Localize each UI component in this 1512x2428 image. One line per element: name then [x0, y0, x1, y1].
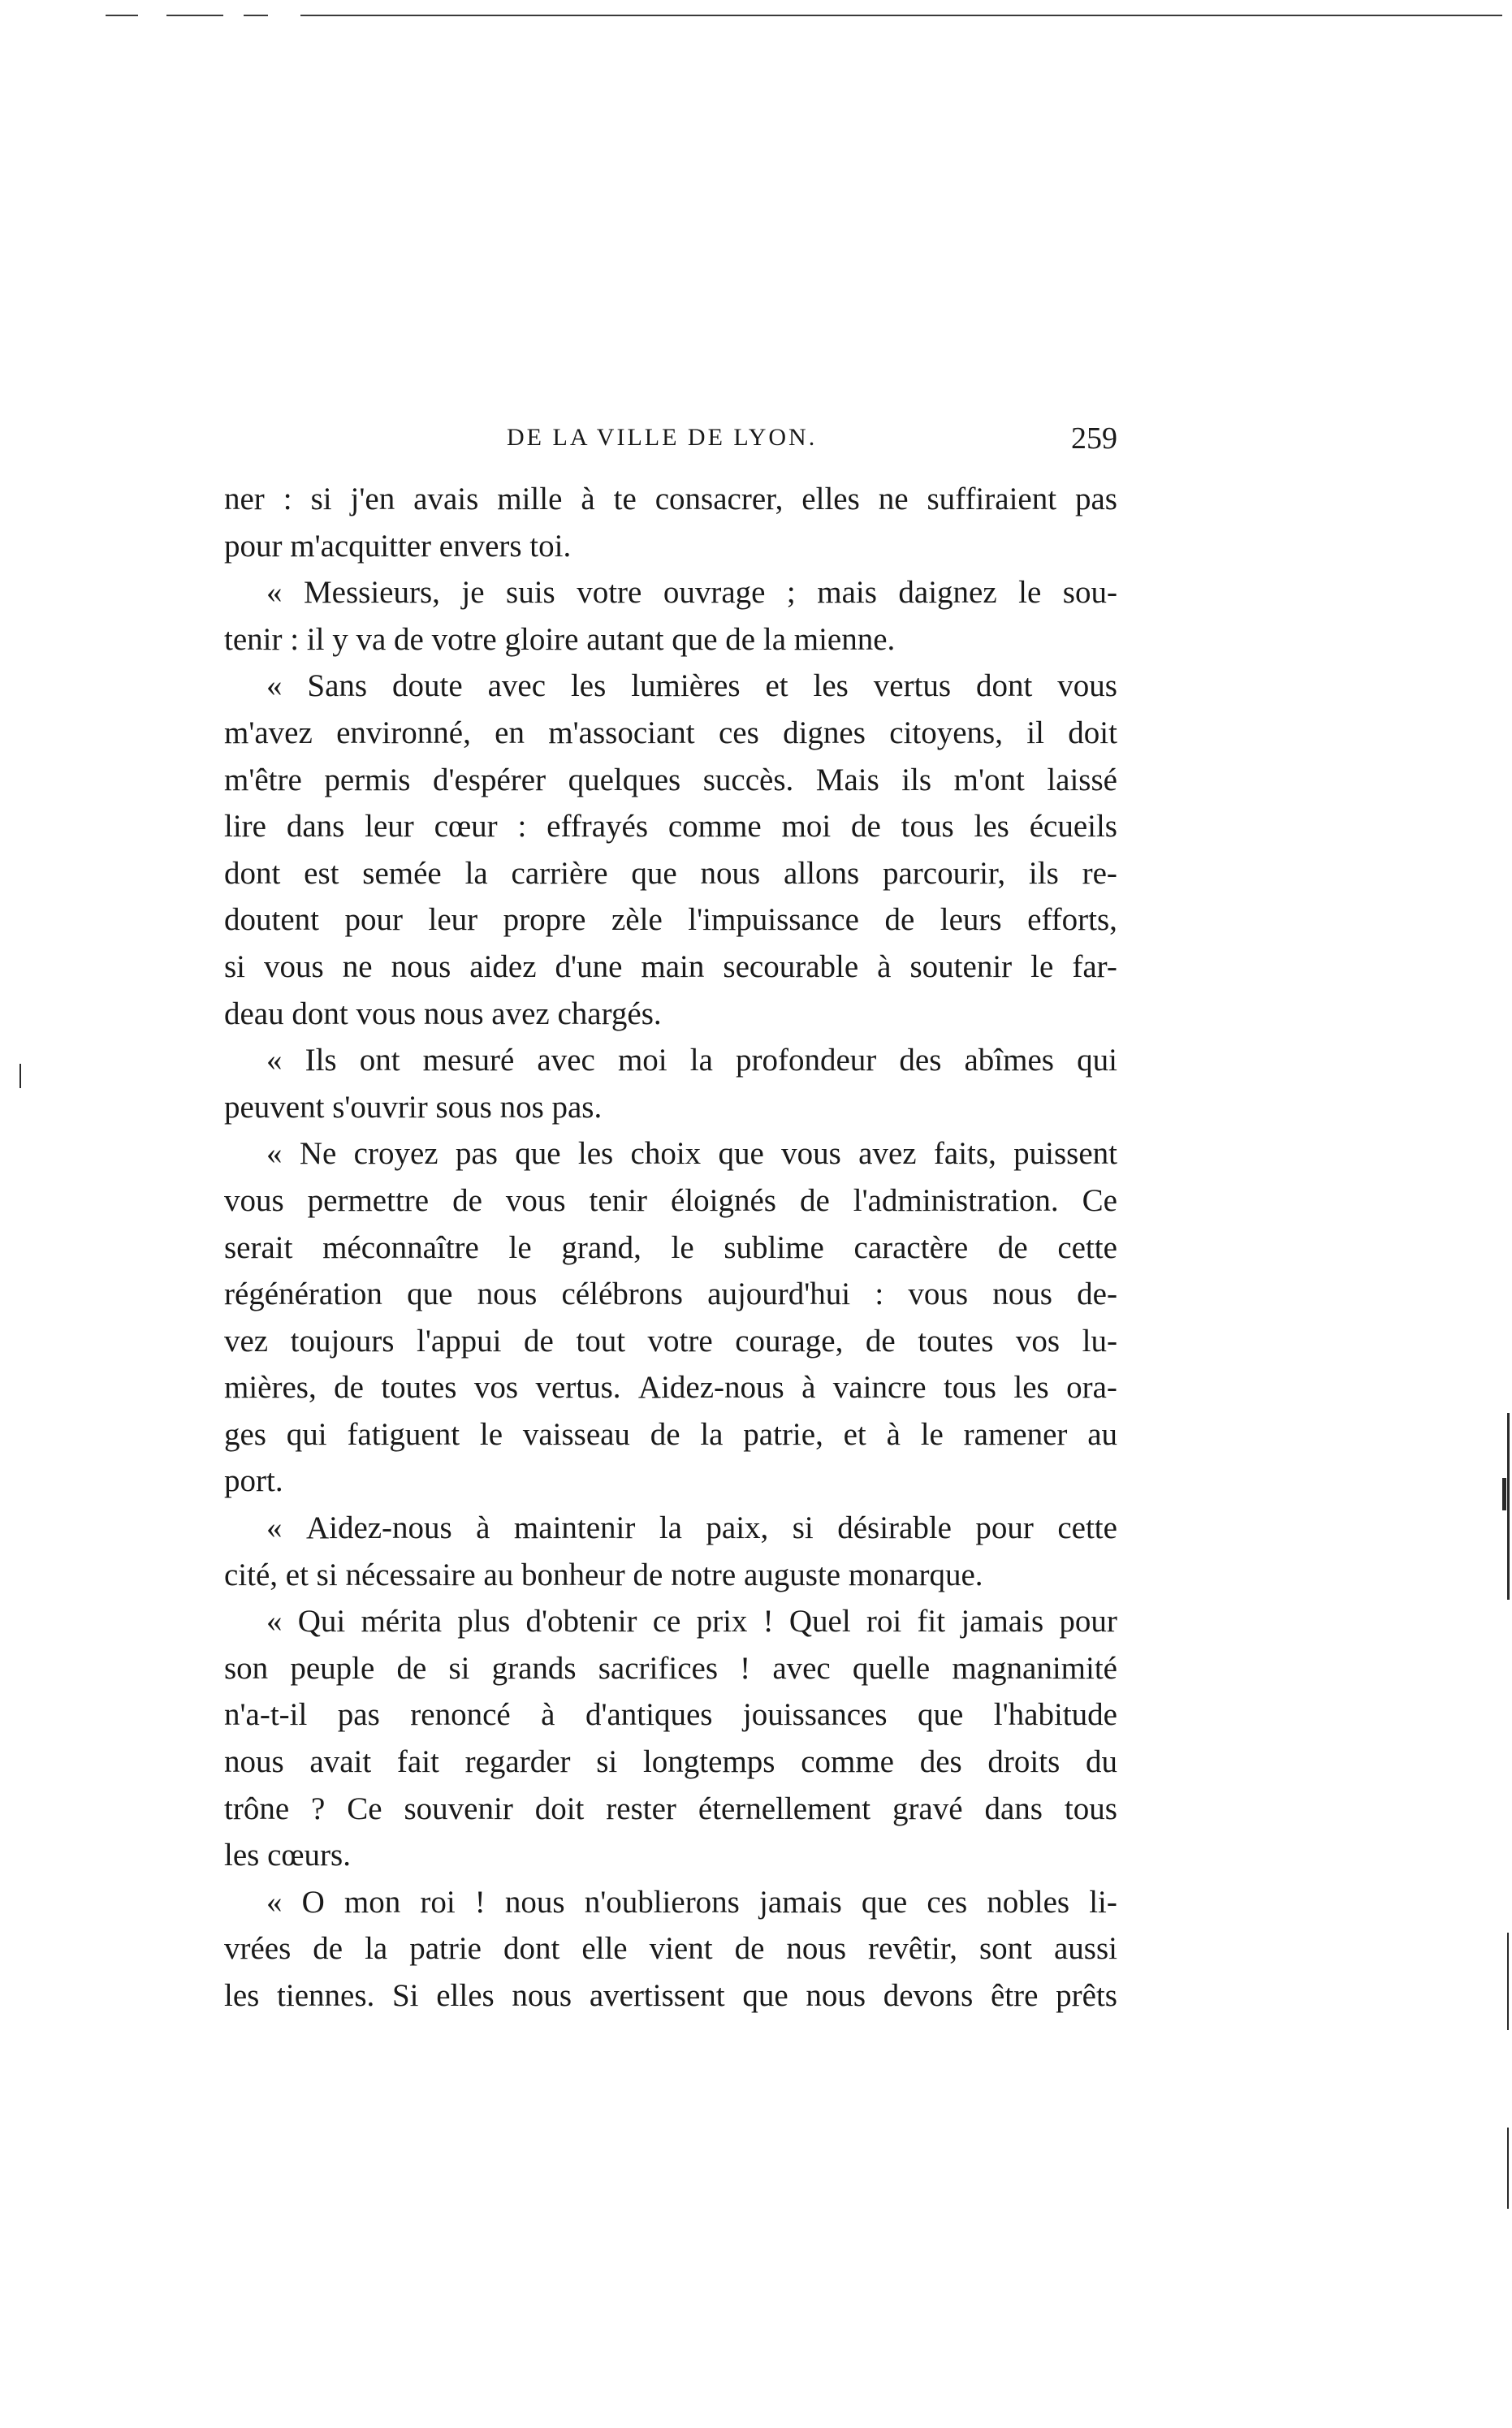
text-line: « Sans doute avec les lumières et les vertus dont vous — [266, 668, 1117, 704]
text-line: ner : si j'en avais mille à te consacrer, elles ne suffiraient pas — [224, 482, 1117, 516]
text-line: vez toujours l'appui de tout votre courage, de toutes vos lu- — [224, 1323, 1117, 1359]
text-line: trône ? Ce souvenir doit rester éternellement gravé dans tous — [224, 1791, 1117, 1826]
text-line: son peuple de si grands sacrifices ! avec quelle magnanimité — [224, 1650, 1117, 1686]
running-title: DE LA VILLE DE LYON. — [507, 424, 818, 451]
text-line: serait méconnaître le grand, le sublime caractère de cette — [224, 1229, 1117, 1265]
text-line: cité, et si nécessaire au bonheur de notre auguste monarque. — [224, 1557, 983, 1592]
text-line: port. — [224, 1463, 283, 1499]
text-line: mières, de toutes vos vertus. Aidez-nous à vaincre tous les ora- — [224, 1370, 1117, 1406]
text-line: tenir : il y va de votre gloire autant que de la mienne. — [224, 621, 896, 657]
text-line: les tiennes. Si elles nous avertissent que nous devons être prêts — [224, 1978, 1117, 2013]
text-line: vrées de la patrie dont elle vient de nous revêtir, sont aussi — [224, 1931, 1117, 1967]
text-line: les cœurs. — [224, 1838, 351, 1873]
text-line: régénération que nous célébrons aujourd'hui : vous nous de- — [224, 1277, 1117, 1312]
scan-edge-mark — [1502, 1478, 1506, 1510]
text-line: peuvent s'ouvrir sous nos pas. — [224, 1089, 603, 1125]
text-line: « Qui mérita plus d'obtenir ce prix ! Quel roi fit jamais pour — [266, 1604, 1117, 1640]
scan-edge-mark — [1507, 1933, 1509, 2030]
text-line: « O mon roi ! nous n'oublierons jamais que ces nobles li- — [266, 1884, 1117, 1920]
text-line: si vous ne nous aidez d'une main secourable à soutenir le far- — [224, 948, 1117, 984]
scan-edge-mark — [1507, 1413, 1510, 1600]
text-line: ges qui fatiguent le vaisseau de la patrie, et à le ramener au — [224, 1416, 1117, 1452]
text-line: « Ne croyez pas que les choix que vous avez faits, puissent — [266, 1136, 1117, 1172]
scan-top-rule — [244, 15, 268, 16]
scan-edge-mark — [1507, 2128, 1509, 2209]
text-line: lire dans leur cœur : effrayés comme moi de tous les écueils — [224, 809, 1117, 845]
text-line: « Messieurs, je suis votre ouvrage ; mais daignez le sou- — [266, 575, 1117, 611]
text-line: dont est semée la carrière que nous allons parcourir, ils re- — [224, 855, 1117, 891]
text-line: n'a-t-il pas renoncé à d'antiques jouissances que l'habitude — [224, 1697, 1117, 1733]
page-number: 259 — [1071, 421, 1117, 456]
text-line: doutent pour leur propre zèle l'impuissance de leurs efforts, — [224, 902, 1117, 938]
running-header — [224, 421, 1117, 464]
scan-top-rule — [300, 15, 1502, 16]
body-text — [224, 476, 1117, 2020]
text-line: m'avez environné, en m'associant ces dignes citoyens, il doit — [224, 715, 1117, 750]
scan-edge-mark — [19, 1064, 21, 1088]
text-line: vous permettre de vous tenir éloignés de l'administration. Ce — [224, 1182, 1117, 1218]
text-line: nous avait fait regarder si longtemps comme des droits du — [224, 1744, 1117, 1780]
text-line: « Ils ont mesuré avec moi la profondeur des abîmes qui — [266, 1043, 1117, 1078]
scan-top-rule — [166, 15, 223, 16]
text-line: m'être permis d'espérer quelques succès. Mais ils m'ont laissé — [224, 762, 1117, 797]
text-line: pour m'acquitter envers toi. — [224, 528, 572, 564]
text-line: « Aidez-nous à maintenir la paix, si désirable pour cette — [266, 1510, 1117, 1546]
scan-top-rule — [106, 15, 138, 16]
text-line: deau dont vous nous avez chargés. — [224, 996, 662, 1031]
